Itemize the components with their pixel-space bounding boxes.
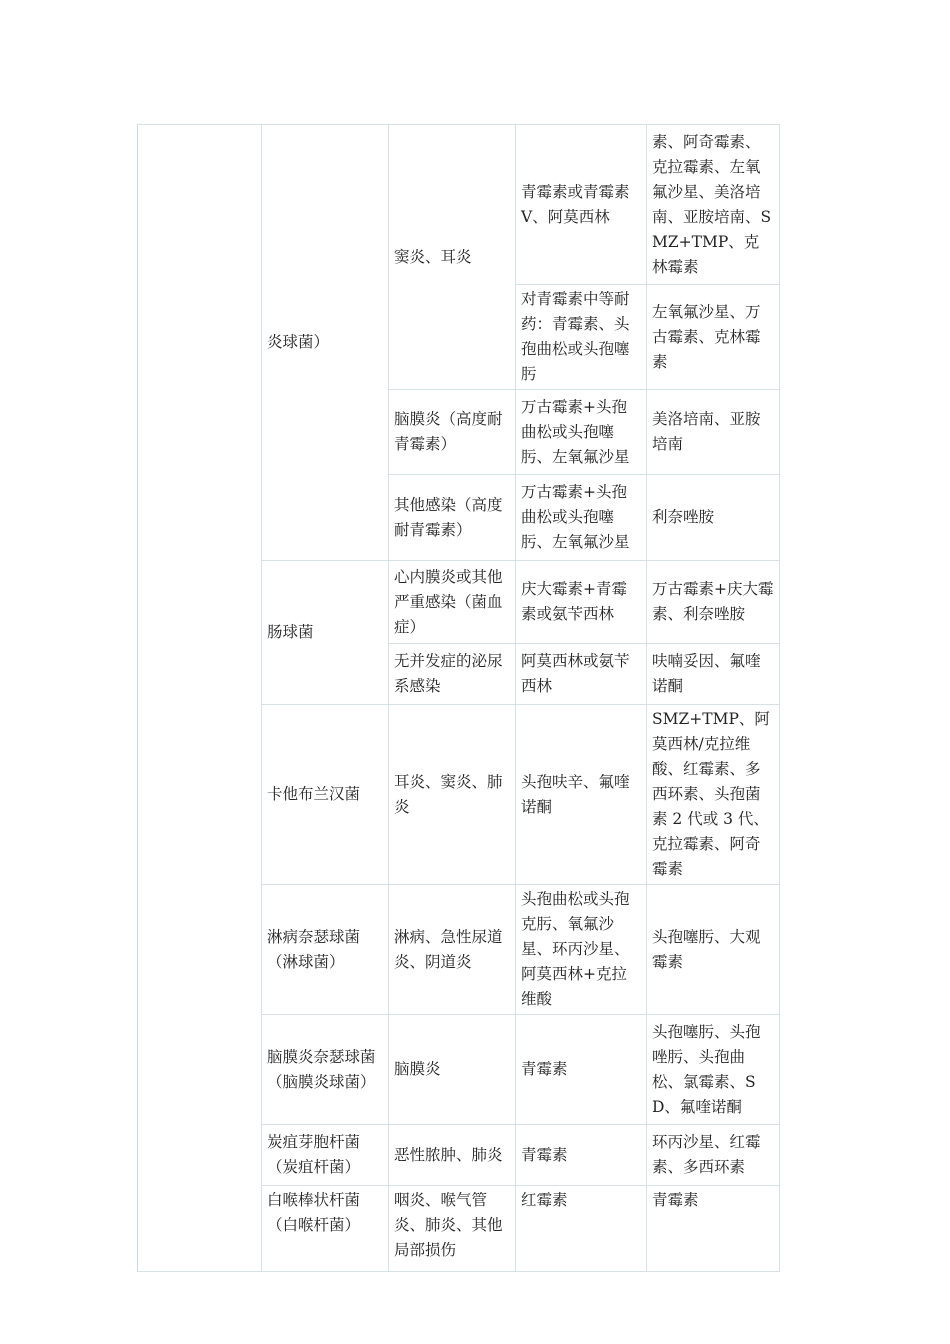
drug-table xyxy=(137,124,780,1272)
first-choice-cell: 万古霉素+头孢曲松或头孢噻肟、左氧氟沙星 xyxy=(516,390,647,475)
organism-cell: 卡他布兰汉菌 xyxy=(262,705,389,885)
alternative-cell: 呋喃妥因、氟喹诺酮 xyxy=(647,644,780,705)
category-cell xyxy=(138,125,262,1272)
first-choice-cell: 红霉素 xyxy=(516,1186,647,1272)
indication-cell: 脑膜炎 xyxy=(389,1015,516,1125)
alternative-cell: 利奈唑胺 xyxy=(647,475,780,561)
indication-cell: 恶性脓肿、肺炎 xyxy=(389,1125,516,1186)
indication-cell: 脑膜炎（高度耐青霉素） xyxy=(389,390,516,475)
first-choice-cell: 头孢曲松或头孢克肟、氧氟沙星、环丙沙星、阿莫西林+克拉维酸 xyxy=(516,885,647,1015)
organism-cell: 脑膜炎奈瑟球菌（脑膜炎球菌） xyxy=(262,1015,389,1125)
first-choice-cell: 对青霉素中等耐药：青霉素、头孢曲松或头孢噻肟 xyxy=(516,285,647,390)
alternative-cell: 环丙沙星、红霉素、多西环素 xyxy=(647,1125,780,1186)
first-choice-cell: 阿莫西林或氨苄西林 xyxy=(516,644,647,705)
alternative-cell: 美洛培南、亚胺培南 xyxy=(647,390,780,475)
first-choice-cell: 青霉素 xyxy=(516,1015,647,1125)
organism-cell: 炎球菌） xyxy=(262,125,389,561)
first-choice-cell: 青霉素 xyxy=(516,1125,647,1186)
organism-cell: 白喉棒状杆菌（白喉杆菌） xyxy=(262,1186,389,1272)
alternative-cell: 青霉素 xyxy=(647,1186,780,1272)
organism-cell: 炭疽芽胞杆菌（炭疽杆菌） xyxy=(262,1125,389,1186)
alternative-cell: 万古霉素+庆大霉素、利奈唑胺 xyxy=(647,561,780,644)
indication-cell: 心内膜炎或其他严重感染（菌血症） xyxy=(389,561,516,644)
alternative-cell: 头孢噻肟、大观霉素 xyxy=(647,885,780,1015)
indication-cell: 其他感染（高度耐青霉素） xyxy=(389,475,516,561)
alternative-cell: SMZ+TMP、阿莫西林/克拉维酸、红霉素、多西环素、头孢菌素 2 代或 3 代、克拉霉素、阿奇霉素 xyxy=(647,705,780,885)
first-choice-cell: 青霉素或青霉素V、阿莫西林 xyxy=(516,125,647,285)
table-row xyxy=(138,125,780,285)
indication-cell: 淋病、急性尿道炎、阴道炎 xyxy=(389,885,516,1015)
first-choice-cell: 庆大霉素+青霉素或氨苄西林 xyxy=(516,561,647,644)
indication-cell: 窦炎、耳炎 xyxy=(389,125,516,390)
alternative-cell: 左氧氟沙星、万古霉素、克林霉素 xyxy=(647,285,780,390)
alternative-cell: 素、阿奇霉素、克拉霉素、左氧氟沙星、美洛培南、亚胺培南、SMZ+TMP、克林霉素 xyxy=(647,125,780,285)
indication-cell: 咽炎、喉气管炎、肺炎、其他局部损伤 xyxy=(389,1186,516,1272)
organism-cell: 肠球菌 xyxy=(262,561,389,705)
alternative-cell: 头孢噻肟、头孢唑肟、头孢曲松、氯霉素、SD、氟喹诺酮 xyxy=(647,1015,780,1125)
indication-cell: 无并发症的泌尿系感染 xyxy=(389,644,516,705)
first-choice-cell: 头孢呋辛、氟喹诺酮 xyxy=(516,705,647,885)
organism-cell: 淋病奈瑟球菌（淋球菌） xyxy=(262,885,389,1015)
first-choice-cell: 万古霉素+头孢曲松或头孢噻肟、左氧氟沙星 xyxy=(516,475,647,561)
indication-cell: 耳炎、窦炎、肺炎 xyxy=(389,705,516,885)
